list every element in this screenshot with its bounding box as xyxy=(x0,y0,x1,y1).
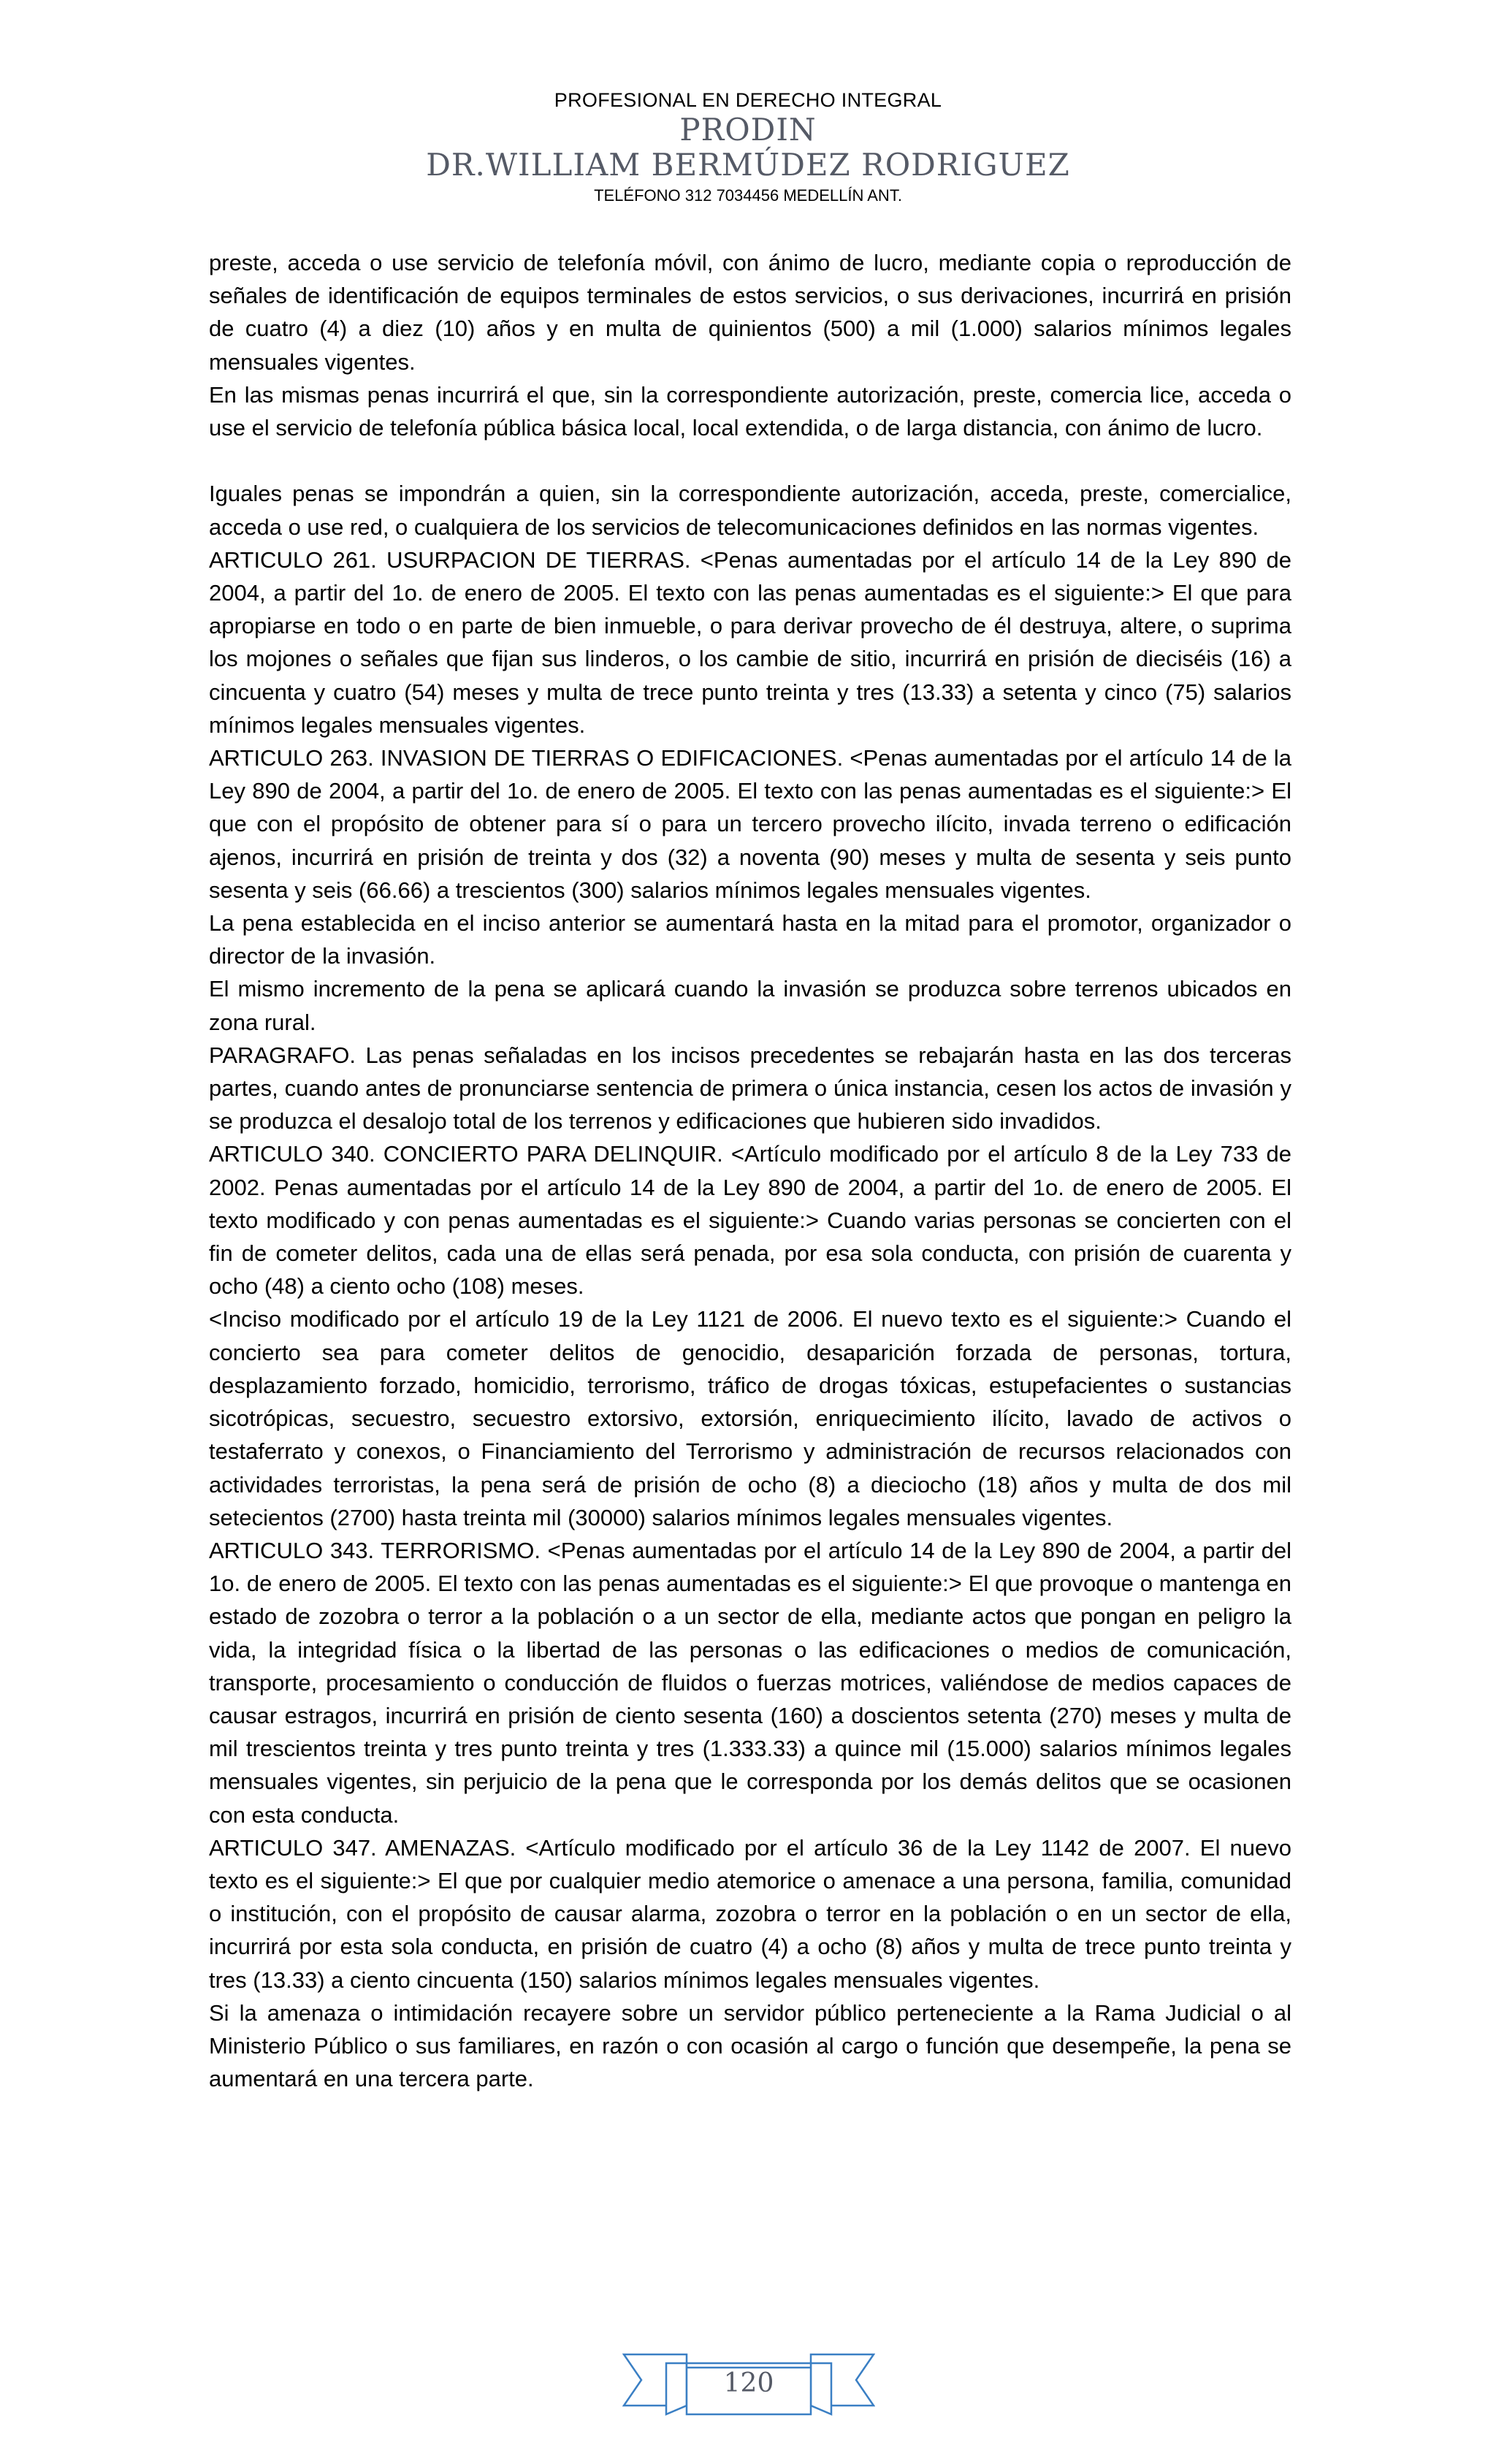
paragraph: El mismo incremento de la pena se aplicará cuando la invasión se produzca sobre terrenos ubicados en zona rural. xyxy=(209,976,1291,1035)
paragraph: La pena establecida en el inciso anterior se aumentará hasta en la mitad para el promotor, organizador o director de la invasión. xyxy=(209,910,1291,969)
paragraph-spacer xyxy=(209,444,1291,477)
paragraph-paragrafo: PARAGRAFO. Las penas señaladas en los incisos precedentes se rebajarán hasta en las dos terceras partes, cuando antes de pronunciarse sentencia de primera o única instancia, cesen los actos de invasión y se produzca el desalojo total de los terrenos y edificaciones que hubieren sido invadidos. xyxy=(209,1042,1291,1134)
page-header xyxy=(0,88,1496,207)
article-340: ARTICULO 340. CONCIERTO PARA DELINQUIR. <Artículo modificado por el artículo 8 de la Ley 733 de 2002. Penas aumentadas por el artículo 14 de la Ley 890 de 2004, a partir del 1o. de enero de 2005. El texto modificado y con penas aumentadas es el siguiente:> Cuando varias personas se concierten con el fin de cometer delitos, cada una de ellas será penada, por esa sola conducta, con prisión de cuarenta y ocho (48) a ciento ocho (108) meses. xyxy=(209,1141,1291,1300)
document-body xyxy=(209,246,1291,2095)
header-lawyer-name: DR.WILLIAM BERMÚDEZ RODRIGUEZ xyxy=(426,147,1070,183)
paragraph: En las mismas penas incurrirá el que, sin la correspondiente autorización, preste, comercia lice, acceda o use el servicio de telefonía pública básica local, local extendida, o de larga distancia, con ánimo de lucro. xyxy=(209,381,1291,441)
page-number: 120 xyxy=(723,2368,774,2398)
paragraph: <Inciso modificado por el artículo 19 de la Ley 1121 de 2006. El nuevo texto es el siguiente:> Cuando el concierto sea para cometer delitos de genocidio, desaparición forzada de personas, tortura, desplazamiento forzado, homicidio, terrorismo, tráfico de drogas tóxicas, estupefacientes o sustancias sicotrópicas, secuestro, secuestro extorsivo, extorsión, enriquecimiento ilícito, lavado de activos o testaferrato y conexos, o Financiamiento del Terrorismo y administración de recursos relacionados con actividades terroristas, la pena será de prisión de ocho (8) a dieciocho (18) años y multa de dos mil setecientos (2700) hasta treinta mil (30000) salarios mínimos legales mensuales vigentes. xyxy=(209,1306,1291,1530)
paragraph: Iguales penas se impondrán a quien, sin la correspondiente autorización, acceda, preste, comercialice, acceda o use red, o cualquiera de los servicios de telecomunicaciones definidos en las normas vigentes. xyxy=(209,481,1291,540)
paragraph: preste, acceda o use servicio de telefonía móvil, con ánimo de lucro, mediante copia o reproducción de señales de identificación de equipos terminales de estos servicios, o sus derivaciones, incurrirá en prisión de cuatro (4) a diez (10) años y en multa de quinientos (500) a mil (1.000) salarios mínimos legales mensuales vigentes. xyxy=(209,250,1291,375)
article-347: ARTICULO 347. AMENAZAS. <Artículo modificado por el artículo 36 de la Ley 1142 de 2007. El nuevo texto es el siguiente:> El que por cualquier medio atemorice o amenace a una persona, familia, comunidad o institución, con el propósito de causar alarma, zozobra o terror en la población o en un sector de ella, incurrirá por esta sola conducta, en prisión de cuatro (4) a ocho (8) años y multa de trece punto treinta y tres (13.33) a ciento cincuenta (150) salarios mínimos legales mensuales vigentes. xyxy=(209,1834,1291,1993)
header-brand: PRODIN xyxy=(679,112,817,148)
article-261: ARTICULO 261. USURPACION DE TIERRAS. <Penas aumentadas por el artículo 14 de la Ley 890 de 2004, a partir del 1o. de enero de 2005. El texto con las penas aumentadas es el siguiente:> El que para apropiarse en todo o en parte de bien inmueble, o para derivar provecho de él destruya, altere, o suprima los mojones o señales que fijan sus linderos, o los cambie de sitio, incurrirá en prisión de dieciséis (16) a cincuenta y cuatro (54) meses y multa de trece punto treinta y tres (13.33) a setenta y cinco (75) salarios mínimos legales mensuales vigentes. xyxy=(209,546,1291,738)
article-263: ARTICULO 263. INVASION DE TIERRAS O EDIFICACIONES. <Penas aumentadas por el artículo 14 de la Ley 890 de 2004, a partir del 1o. de enero de 2005. El texto con las penas aumentadas es el siguiente:> El que con el propósito de obtener para sí o para un tercero provecho ilícito, invada terreno o edificación ajenos, incurrirá en prisión de treinta y dos (32) a noventa (90) meses y multa de sesenta y seis punto sesenta y seis (66.66) a trescientos (300) salarios mínimos legales mensuales vigentes. xyxy=(209,745,1291,903)
article-343: ARTICULO 343. TERRORISMO. <Penas aumentadas por el artículo 14 de la Ley 890 de 2004, a partir del 1o. de enero de 2005. El texto con las penas aumentadas es el siguiente:> El que provoque o mantenga en estado de zozobra o terror a la población o a un sector de ella, mediante actos que pongan en peligro la vida, la integridad física o la libertad de las personas o las edificaciones o medios de comunicación, transporte, procesamiento o conducción de fluidos o fuerzas motrices, valiéndose de medios capaces de causar estragos, incurrirá en prisión de ciento sesenta (160) a doscientos setenta (270) meses y multa de mil trescientos treinta y tres punto treinta y tres (1.333.33) a quince mil (15.000) salarios mínimos legales mensuales vigentes, sin perjuicio de la pena que le corresponda por los demás delitos que se ocasionen con esta conducta. xyxy=(209,1537,1291,1828)
paragraph: Si la amenaza o intimidación recayere sobre un servidor público perteneciente a la Rama Judicial o al Ministerio Público o sus familiares, en razón o con ocasión al cargo o función que desempeñe, la pena se aumentará en una tercera parte. xyxy=(209,1999,1291,2092)
header-firm-name: PROFESIONAL EN DERECHO INTEGRAL xyxy=(554,89,942,111)
header-phone: TELÉFONO 312 7034456 MEDELLÍN ANT. xyxy=(594,186,902,205)
